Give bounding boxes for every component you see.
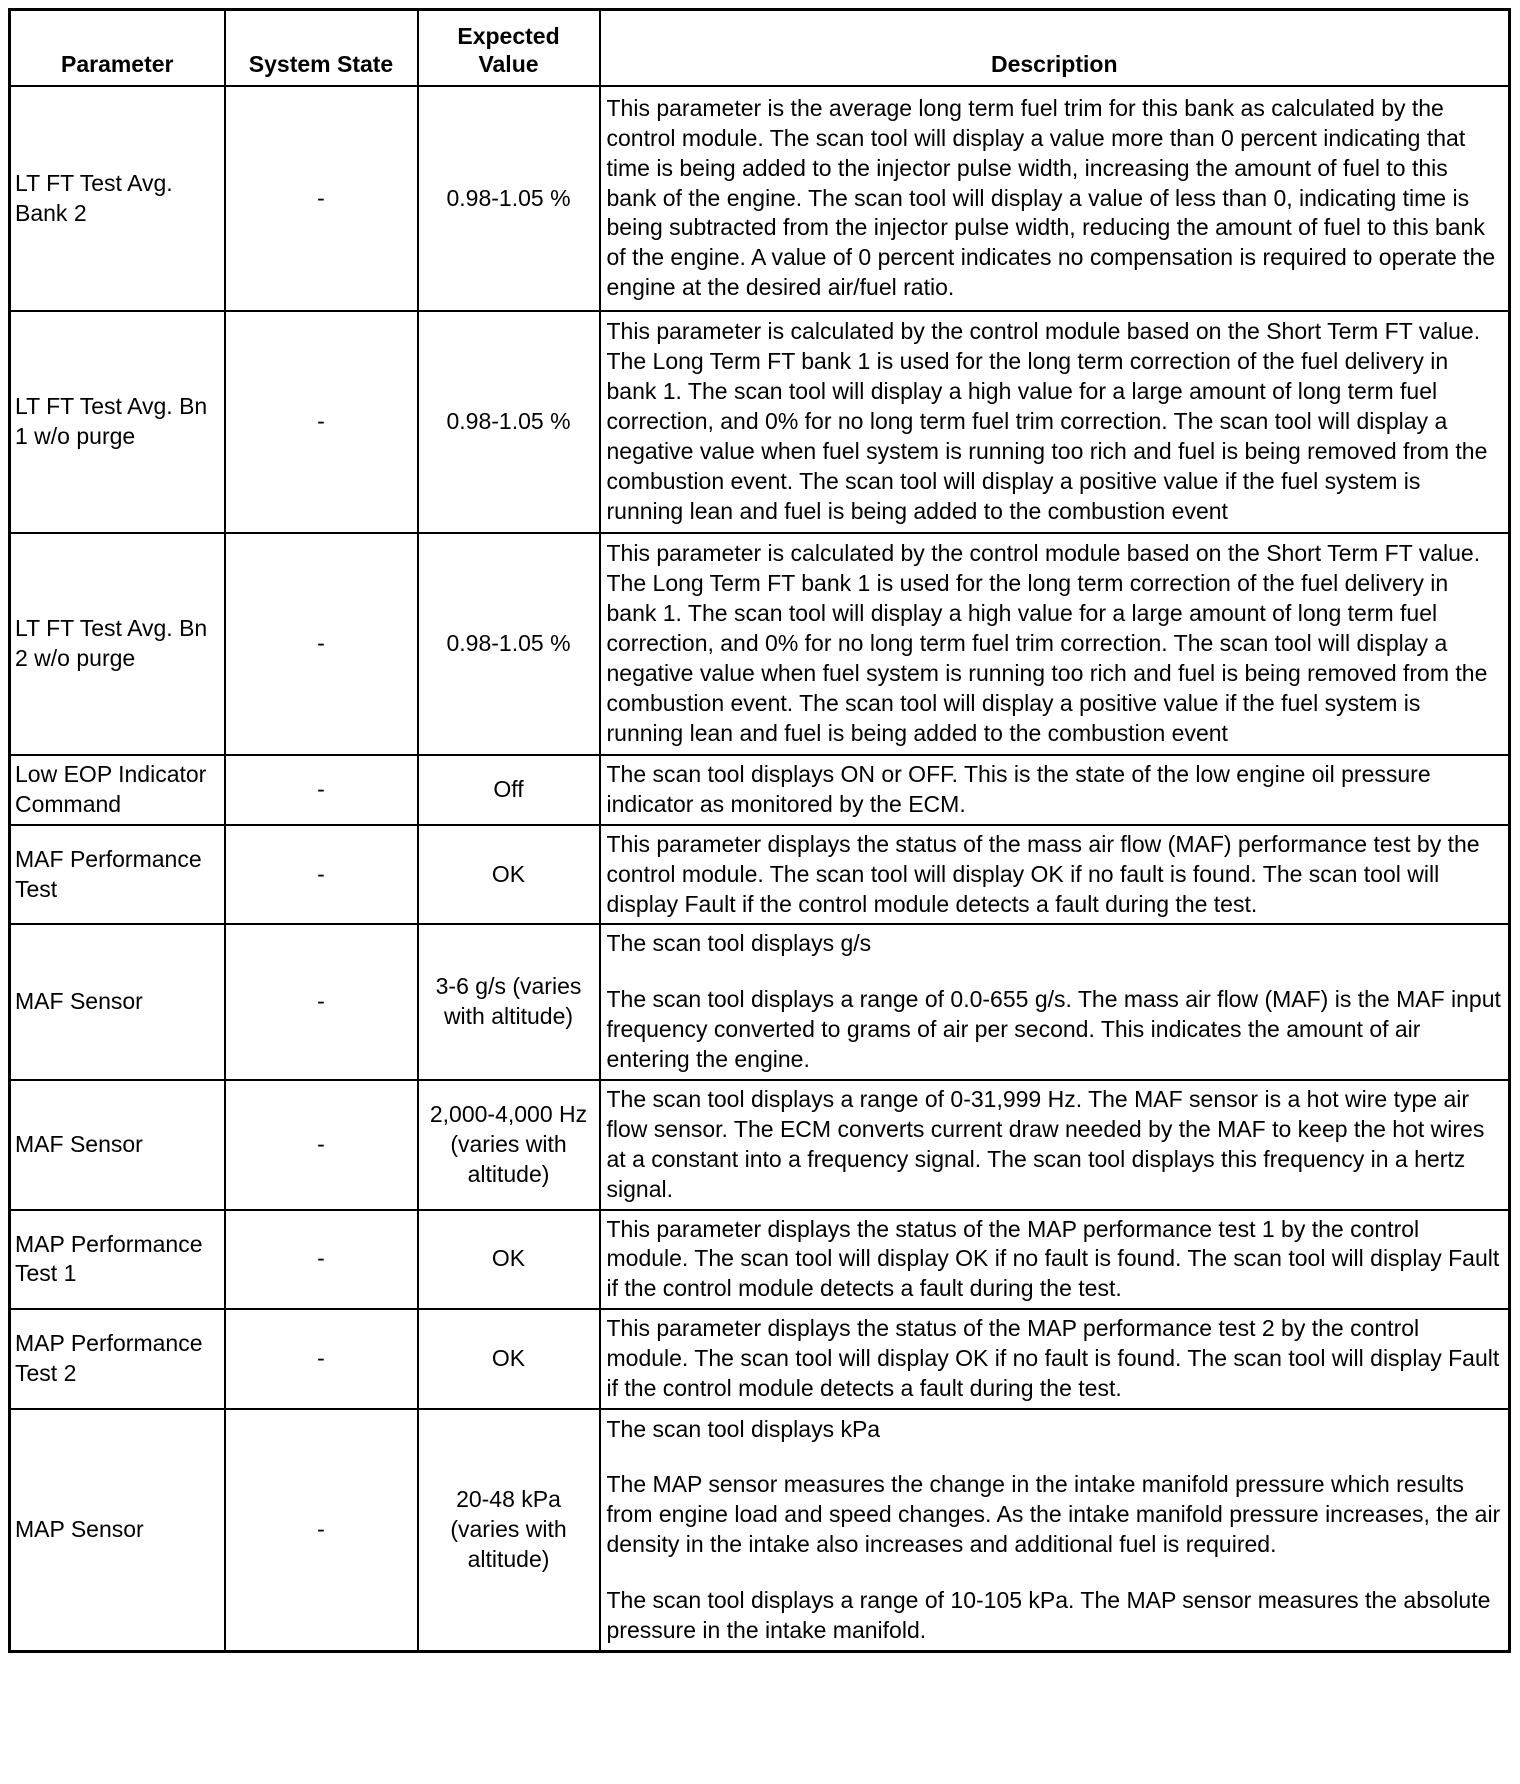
table-body: [10, 86, 1510, 1652]
cell-system-state: -: [225, 825, 418, 925]
cell-description: [600, 311, 1510, 533]
description-paragraph: The scan tool displays kPa: [606, 1415, 881, 1442]
cell-parameter: MAF Sensor: [10, 1080, 225, 1210]
table-row: [10, 755, 1510, 825]
cell-system-state: -: [225, 1210, 418, 1310]
cell-description: [600, 1080, 1510, 1210]
table-row: [10, 311, 1510, 533]
description-paragraph: The scan tool displays g/s: [606, 930, 872, 957]
cell-description: [600, 86, 1510, 311]
description-paragraph: The scan tool displays ON or OFF. This is the state of the low engine oil pressure indicator as monitored by the ECM.: [606, 761, 1431, 817]
header-parameter: Parameter: [10, 10, 225, 87]
cell-system-state: -: [225, 924, 418, 1080]
table-row: [10, 86, 1510, 311]
cell-parameter: MAP Performance Test 2: [10, 1309, 225, 1409]
cell-expected-value: OK: [418, 825, 600, 925]
cell-expected-value: OK: [418, 1210, 600, 1310]
cell-parameter: LT FT Test Avg. Bank 2: [10, 86, 225, 311]
header-expected-value-line1: Expected: [457, 22, 560, 49]
table-header-row: [10, 10, 1510, 87]
table-row: [10, 825, 1510, 925]
cell-parameter: MAF Performance Test: [10, 825, 225, 925]
description-paragraph: This parameter displays the status of the MAP performance test 1 by the control module. The scan tool will display OK if no fault is found. The scan tool will display Fault if the control module detects a fault during the test.: [606, 1215, 1500, 1302]
description-paragraph: The scan tool displays a range of 0-31,999 Hz. The MAF sensor is a hot wire type air flow sensor. The ECM converts current draw needed by the MAF to keep the hot wires at a constant into a frequency signal. The scan tool displays this frequency in a hertz signal.: [606, 1086, 1485, 1202]
header-description: Description: [600, 10, 1510, 87]
header-system-state: System State: [225, 10, 418, 87]
cell-system-state: -: [225, 1409, 418, 1652]
cell-description: [600, 1210, 1510, 1310]
cell-system-state: -: [225, 755, 418, 825]
description-paragraph: The scan tool displays a range of 0.0-655 g/s. The mass air flow (MAF) is the MAF input frequency converted to grams of air per second. This indicates the amount of air entering the engine.: [606, 986, 1501, 1073]
cell-system-state: -: [225, 533, 418, 755]
description-paragraph: This parameter displays the status of the mass air flow (MAF) performance test by the control module. The scan tool will display OK if no fault is found. The scan tool will display Fault if the control module detects a fault during the test.: [606, 830, 1480, 917]
cell-description: [600, 1409, 1510, 1652]
cell-parameter: Low EOP Indicator Command: [10, 755, 225, 825]
table-row: [10, 1080, 1510, 1210]
table-row: [10, 1309, 1510, 1409]
description-paragraph: This parameter is calculated by the control module based on the Short Term FT value. The Long Term FT bank 1 is used for the long term correction of the fuel delivery in bank 1. The scan tool will display a high value for a large amount of long term fuel correction, and 0% for no long term fuel trim correction. The scan tool will display a negative value when fuel system is running too rich and fuel is being removed from the combustion event. The scan tool will display a positive value if the fuel system is running lean and fuel is being added to the combustion event: [606, 540, 1488, 746]
description-paragraph: This parameter is the average long term fuel trim for this bank as calculated by the control module. The scan tool will display a value more than 0 percent indicating that time is being added to the injector pulse width, increasing the amount of fuel to this bank of the engine. The scan tool will display a value of less than 0, indicating time is being subtracted from the injector pulse width, reducing the amount of fuel to this bank of the engine. A value of 0 percent indicates no compensation is required to operate the engine at the desired air/fuel ratio.: [606, 94, 1496, 301]
cell-description: [600, 825, 1510, 925]
table-row: [10, 1210, 1510, 1310]
table-row: [10, 533, 1510, 755]
cell-expected-value: 2,000-4,000 Hz (varies with altitude): [418, 1080, 600, 1210]
cell-description: [600, 533, 1510, 755]
cell-expected-value: OK: [418, 1309, 600, 1409]
cell-expected-value: 0.98-1.05 %: [418, 86, 600, 311]
cell-system-state: -: [225, 1309, 418, 1409]
cell-description: [600, 755, 1510, 825]
cell-system-state: -: [225, 86, 418, 311]
cell-expected-value: 3-6 g/s (varies with altitude): [418, 924, 600, 1080]
table-row: [10, 1409, 1510, 1652]
table-row: [10, 924, 1510, 1080]
cell-parameter: MAP Performance Test 1: [10, 1210, 225, 1310]
cell-parameter: LT FT Test Avg. Bn 2 w/o purge: [10, 533, 225, 755]
description-paragraph: The MAP sensor measures the change in the intake manifold pressure which results from engine load and speed changes. As the intake manifold pressure increases, the air density in the intake also increases and additional fuel is required.: [606, 1471, 1501, 1558]
cell-expected-value: 0.98-1.05 %: [418, 533, 600, 755]
cell-description: [600, 1309, 1510, 1409]
cell-expected-value: 0.98-1.05 %: [418, 311, 600, 533]
header-expected-value-line2: Value: [478, 51, 539, 78]
description-paragraph: The scan tool displays a range of 10-105 kPa. The MAP sensor measures the absolute pressure in the intake manifold.: [606, 1587, 1491, 1643]
cell-expected-value: 20-48 kPa (varies with altitude): [418, 1409, 600, 1652]
cell-system-state: -: [225, 311, 418, 533]
header-expected-value: [418, 10, 600, 87]
cell-system-state: -: [225, 1080, 418, 1210]
cell-parameter: LT FT Test Avg. Bn 1 w/o purge: [10, 311, 225, 533]
cell-expected-value: Off: [418, 755, 600, 825]
cell-parameter: MAF Sensor: [10, 924, 225, 1080]
cell-description: [600, 924, 1510, 1080]
parameter-table: [8, 8, 1511, 1653]
description-paragraph: This parameter is calculated by the control module based on the Short Term FT value. The Long Term FT bank 1 is used for the long term correction of the fuel delivery in bank 1. The scan tool will display a high value for a large amount of long term fuel correction, and 0% for no long term fuel trim correction. The scan tool will display a negative value when fuel system is running too rich and fuel is being removed from the combustion event. The scan tool will display a positive value if the fuel system is running lean and fuel is being added to the combustion event: [606, 318, 1488, 524]
description-paragraph: This parameter displays the status of the MAP performance test 2 by the control module. The scan tool will display OK if no fault is found. The scan tool will display Fault if the control module detects a fault during the test.: [606, 1315, 1500, 1402]
cell-parameter: MAP Sensor: [10, 1409, 225, 1652]
